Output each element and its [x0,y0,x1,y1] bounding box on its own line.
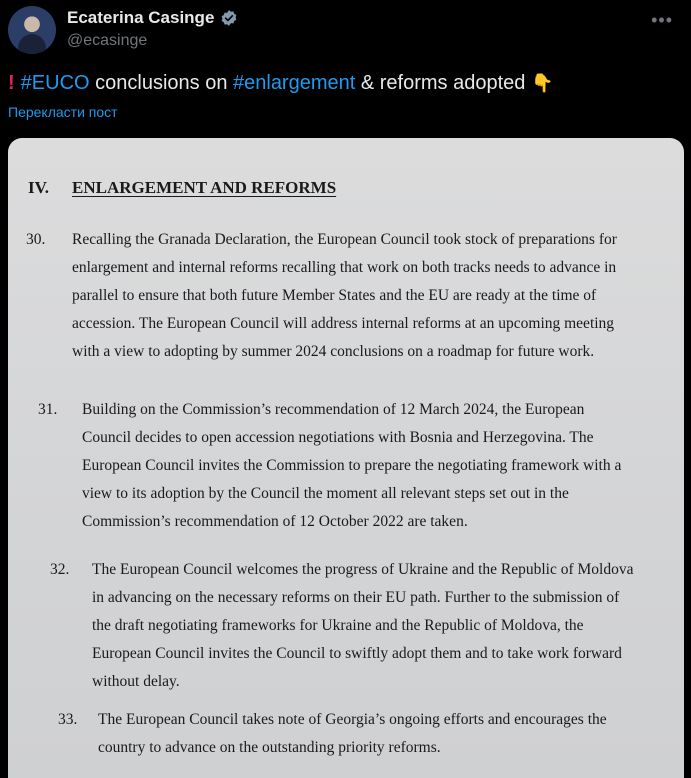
paragraph-line: parallel to ensure that both future Member States and the EU are ready at the time of [72,287,597,304]
paragraph-number: 31. [38,401,58,418]
paragraph-line: without delay. [92,673,180,690]
paragraph-line: Recalling the Granada Declaration, the European Council took stock of preparations for [72,231,617,248]
verified-badge-icon [220,9,238,27]
author-name-row [67,8,238,28]
section-title: ENLARGEMENT AND REFORMS [72,178,337,197]
author-display-name[interactable]: Ecaterina Casinge [67,8,215,27]
author-handle[interactable]: @ecasinge [67,32,148,49]
paragraph-line: European Council invites the Commission to prepare the negotiating framework with a [82,457,622,474]
section-heading [28,178,336,198]
document-page [8,138,684,778]
paragraph-line: country to advance on the outstanding priority reforms. [98,739,441,756]
translate-post-link[interactable]: Перекласти пост [8,104,118,120]
paragraph-line: accession. The European Council will address internal reforms at an upcoming meeting [72,315,615,332]
paragraph-text [98,706,607,762]
paragraph-line: the draft negotiating frameworks for Ukraine and the Republic of Moldova, the [92,617,584,634]
paragraph-line: Council decides to open accession negotiations with Bosnia and Herzegovina. The [82,429,594,446]
paragraph-line: in advancing on the necessary reforms on their EU path. Further to the submission of [92,589,620,606]
paragraph-line: European Council invites the Council to swiftly adopt them and to take work forward [92,645,622,662]
exclamation-icon: ! [8,72,15,94]
paragraph-line: The European Council welcomes the progress of Ukraine and the Republic of Moldova [92,561,634,578]
paragraph-line: view to its adoption by the Council the moment all relevant steps set out in the [82,485,569,502]
paragraph-number: 33. [58,711,78,728]
hashtag-euco[interactable]: #EUCO [20,72,90,94]
post-text [8,72,554,95]
paragraph-line: Commission’s recommendation of 12 October 2022 are taken. [82,513,468,530]
post-text-end: & reforms adopted [355,72,526,94]
paragraph-line: with a view to adopting by summer 2024 conclusions on a roadmap for future work. [72,343,595,360]
paragraph-line: The European Council takes note of Georgia’s ongoing efforts and encourages the [98,711,607,728]
more-options-icon[interactable]: ••• [651,10,673,30]
post-image[interactable] [8,138,684,778]
section-number: IV. [28,178,49,197]
post-text-middle: conclusions on [89,72,233,94]
paragraph-line: enlargement and internal reforms recalling that work on both tracks needs to advance in [72,259,617,276]
paragraph-text [72,226,617,366]
post-header [0,0,691,70]
paragraph-text [92,556,634,696]
avatar[interactable] [8,6,56,54]
paragraph-number: 32. [50,561,70,578]
paragraph-line: Building on the Commission’s recommendation of 12 March 2024, the European [82,401,585,418]
paragraph-text [82,396,621,536]
pointing-down-emoji: 👇 [531,73,554,93]
paragraph-number: 30. [26,231,46,248]
hashtag-enlargement[interactable]: #enlargement [233,72,356,94]
